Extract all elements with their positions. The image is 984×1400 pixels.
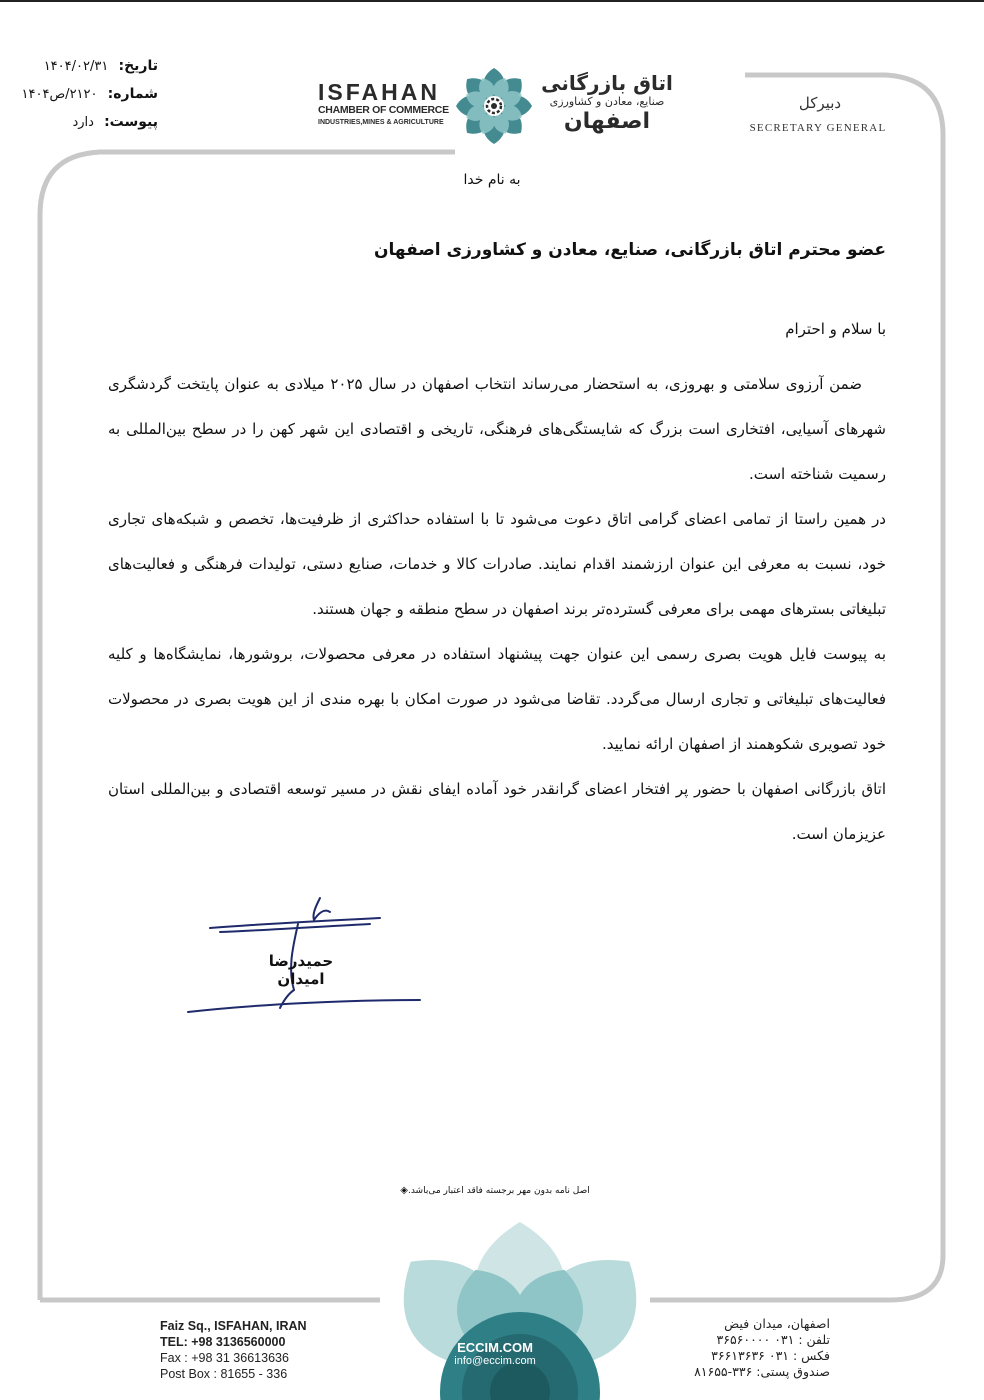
chamber-emblem-icon: [454, 66, 534, 146]
paragraph: ضمن آرزوی سلامتی و بهروزی، به استحضار می‌رساند انتخاب اصفهان در سال ۲۰۲۵ میلادی به عنوان پایتخت گردشگری شهرهای آسیایی، افتخاری است بزرگ که شایستگی‌های فرهنگی، تاریخی و اقتصادی این شهر کهن را در سطح بین‌المللی به رسمیت شناخته است.: [108, 375, 886, 483]
footer-address-en: Faiz Sq., ISFAHAN, IRAN TEL: +98 3136560000 Fax : +98 31 36613636 Post Box : 81655 - 336: [160, 1319, 307, 1381]
signer-name: حمیدرضا امیدان: [268, 952, 334, 988]
secretary-title-fa: دبیرکل: [798, 94, 842, 112]
invocation: به نام خدا: [463, 172, 521, 188]
recipient-line: عضو محترم اتاق بازرگانی، صنایع، معادن و کشاورزی اصفهان: [374, 240, 886, 260]
letter-meta: [18, 52, 158, 136]
paragraph: اتاق بازرگانی اصفهان با حضور پر افتخار اعضای گرانقدر خود آماده ایفای نقش در مسیر توسعه اقتصادی و بین‌المللی استان عزیزمان است.: [108, 780, 886, 843]
email-link[interactable]: info@eccim.com: [454, 1355, 536, 1367]
secretary-title-en: SECRETARY GENERAL: [749, 122, 887, 134]
validity-note: اصل نامه بدون مهر برجسته فاقد اعتبار می‌باشد.◈: [400, 1185, 590, 1196]
footer-address-fa: اصفهان، میدان فیض تلفن : ۰۳۱ ۳۶۵۶۰۰۰۰ فکس : ۰۳۱ ۳۶۶۱۳۶۳۶ صندوق پستی: ۳۳۶-۸۱۶۵۵: [694, 1316, 830, 1379]
logo-text-en: ISFAHAN CHAMBER OF COMMERCE INDUSTRIES,MINES & AGRICULTURE: [318, 79, 449, 126]
paragraph: به پیوست فایل هویت بصری رسمی این عنوان جهت پیشنهاد استفاده در معرفی محصولات، بروشورها، نمایشگاه‌ها و کلیه فعالیت‌های تبلیغاتی و تجاری ارسال می‌گردد. تقاضا می‌شود در صورت امکان با بهره مندی از این هویت بصری در محصولات خود تصویری شکوهمند از اصفهان ارائه نمایید.: [108, 645, 886, 753]
top-border-line: [0, 0, 984, 2]
footer-rosette-icon: [390, 1212, 650, 1400]
meta-attachment: پیوست: دارد: [72, 114, 158, 130]
meta-date: تاریخ: ۱۴۰۴/۰۲/۳۱: [43, 58, 158, 74]
letter-body: [108, 362, 886, 857]
diamond-icon: ◈: [400, 1185, 408, 1196]
meta-number: شماره: ۲۱۲۰/ص۱۴۰۴: [21, 86, 158, 102]
greeting: با سلام و احترام: [785, 320, 886, 338]
logo-text-fa: اتاق بازرگانی صنایع، معادن و کشاورزی اصفهان: [541, 71, 673, 134]
website-link[interactable]: ECCIM.COM: [457, 1340, 533, 1355]
website-block: [430, 1340, 560, 1368]
paragraph: در همین راستا از تمامی اعضای گرامی اتاق دعوت می‌شود تا با استفاده حداکثری از ظرفیت‌ها، تخصص و شبکه‌های تجاری خود، نسبت به معرفی این عنوان ارزشمند اقدام نمایند. صادرات کالا و خدمات، صنایع دستی، تولیدات فرهنگی و فعالیت‌های تبلیغاتی بسترهای مهمی برای معرفی گسترده‌تر برند اصفهان در سطح منطقه و جهان هستند.: [108, 510, 886, 618]
